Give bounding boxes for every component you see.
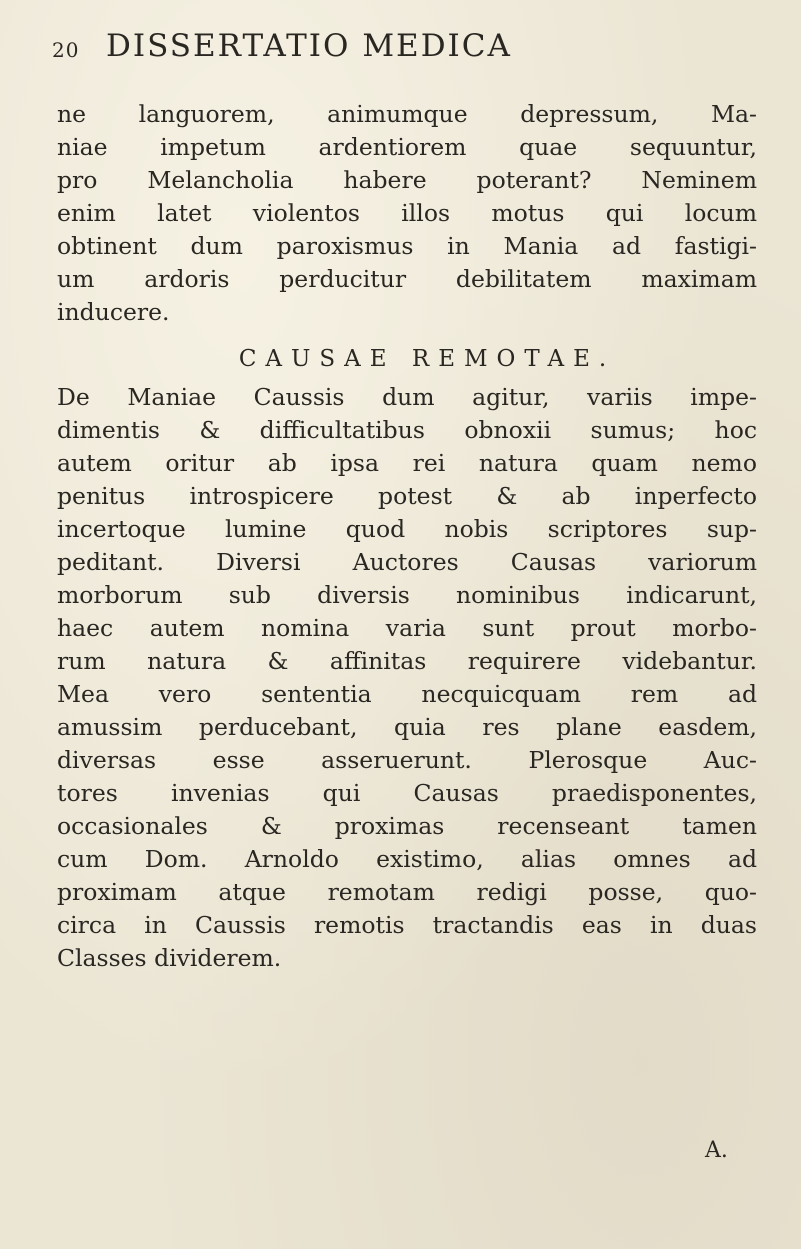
text-line: ne languorem, animumque depressum, Ma-	[57, 100, 757, 128]
text-line: De Maniae Caussis dum agitur, variis impe-	[57, 383, 757, 411]
text-line: haec autem nomina varia sunt prout morbo-	[57, 614, 757, 642]
text-line: cum Dom. Arnoldo existimo, alias omnes ad	[57, 845, 757, 873]
text-line: rum natura & affinitas requirere videbantur.	[57, 647, 757, 675]
running-head	[52, 28, 752, 78]
running-title: DISSERTATIO MEDICA	[106, 28, 512, 64]
text-block	[57, 98, 757, 975]
text-line: peditant. Diversi Auctores Causas variorum	[57, 548, 757, 576]
text-line: proximam atque remotam redigi posse, quo-	[57, 878, 757, 906]
text-line: incertoque lumine quod nobis scriptores sup-	[57, 515, 757, 543]
text-line: enim latet violentos illos motus qui locum	[57, 199, 757, 227]
paragraph-2	[57, 381, 757, 975]
text-line: Classes dividerem.	[57, 944, 282, 972]
text-line: inducere.	[57, 298, 170, 326]
section-heading: CAUSAE REMOTAE.	[238, 346, 616, 372]
text-line: amussim perducebant, quia res plane easdem,	[57, 713, 757, 741]
text-line: occasionales & proximas recenseant tamen	[57, 812, 757, 840]
text-line: niae impetum ardentiorem quae sequuntur,	[57, 133, 757, 161]
catchword: A.	[705, 1138, 728, 1163]
text-line: obtinent dum paroxismus in Mania ad fastigi-	[57, 232, 757, 260]
text-line: pro Melancholia habere poterant? Neminem	[57, 166, 757, 194]
text-line: um ardoris perducitur debilitatem maximam	[57, 265, 757, 293]
text-line: penitus introspicere potest & ab inperfecto	[57, 482, 757, 510]
page-number: 20	[52, 38, 80, 62]
text-line: circa in Caussis remotis tractandis eas in duas	[57, 911, 757, 939]
text-line: autem oritur ab ipsa rei natura quam nemo	[57, 449, 757, 477]
text-line: morborum sub diversis nominibus indicarunt,	[57, 581, 757, 609]
text-line: tores invenias qui Causas praedisponentes,	[57, 779, 757, 807]
text-line: Mea vero sententia necquicquam rem ad	[57, 680, 757, 708]
paragraph-1	[57, 98, 757, 329]
text-line: dimentis & difficultatibus obnoxii sumus; hoc	[57, 416, 757, 444]
text-line: diversas esse asseruerunt. Plerosque Auc-	[57, 746, 757, 774]
